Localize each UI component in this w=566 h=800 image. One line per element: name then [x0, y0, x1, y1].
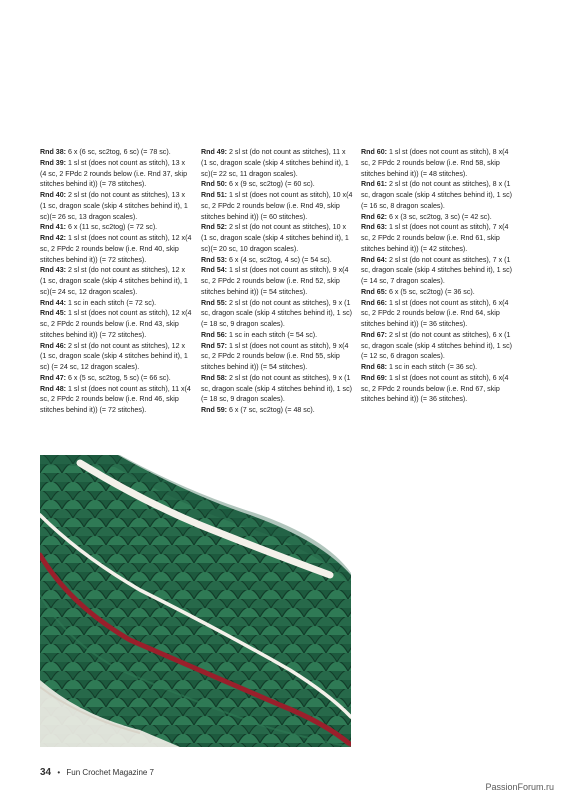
page-number: 34 — [40, 767, 52, 778]
round-instruction: Rnd 67: 2 sl st (do not count as stitches), 6 x (1 sc, dragon scale (skip 4 stitches behind it), 1 sc)(= 12 sc, 6 dragon scales). — [361, 330, 513, 361]
round-instruction: Rnd 61: 2 sl st (do not count as stitches), 8 x (1 sc, dragon scale (skip 4 stitches behind it), 1 sc)(= 16 sc, 8 dragon scales). — [361, 180, 513, 210]
round-instruction: Rnd 45: 1 sl st (does not count as stitch), 12 x(4 sc, 2 FPdc 2 rounds below (i.e. Rnd 43, skip stitches behind it)) (= 72 stitches). — [40, 309, 192, 339]
round-instruction: Rnd 57: 1 sl st (does not count as stitch), 9 x(4 sc, 2 FPdc 2 rounds below (i.e. Rnd 55, skip stitches behind it)) (= 54 stitches). — [201, 341, 349, 371]
round-instruction: Rnd 40: 2 sl st (do not count as stitches), 13 x (1 sc, dragon scale (skip 4 stitches behind it), 1 sc)(= 26 sc, 13 dragon scales). — [40, 191, 188, 221]
round-instruction: Rnd 64: 2 sl st (do not count as stitches), 7 x (1 sc, dragon scale (skip 4 stitches behind it), 1 sc)(= 14 sc, 7 dragon scales). — [361, 255, 513, 285]
crochet-photo — [40, 455, 351, 747]
round-instruction: Rnd 63: 1 sl st (does not count as stitch), 7 x(4 sc, 2 FPdc 2 rounds below (i.e. Rnd 61, skip stitches behind it)) (= 42 stitches). — [361, 223, 509, 253]
round-instruction: Rnd 39: 1 sl st (does not count as stitch), 13 x (4 sc, 2 FPdc 2 rounds below (i.e. Rnd 37, skip stitches behind it)) (= 78 stitches). — [40, 158, 188, 189]
round-instruction: Rnd 59: 6 x (7 sc, sc2tog) (= 48 sc). — [201, 406, 315, 414]
round-instruction: Rnd 42: 1 sl st (does not count as stitch), 12 x(4 sc, 2 FPdc 2 rounds below (i.e. Rnd 40, skip stitches behind it)) (= 72 stitches). — [40, 234, 192, 264]
page-footer — [40, 767, 154, 778]
instructions-column-2 — [201, 147, 353, 416]
round-instruction: Rnd 66: 1 sl st (does not count as stitch), 6 x(4 sc, 2 FPdc 2 rounds below (i.e. Rnd 64, skip stitches behind it)) (= 36 stitches). — [361, 298, 509, 328]
magazine-name: Fun Crochet Magazine 7 — [66, 768, 155, 777]
round-instruction: Rnd 56: 1 sc in each stitch (= 54 sc). — [201, 330, 318, 339]
bullet-separator: • — [57, 768, 61, 777]
watermark: PassionForum.ru — [485, 782, 554, 792]
round-instruction: Rnd 43: 2 sl st (do not count as stitches), 12 x (1 sc, dragon scale (skip 4 stitches behind it), 1 sc)(= 24 sc, 12 dragon scales). — [40, 266, 188, 296]
instructions-column-1 — [40, 147, 192, 416]
round-instruction: Rnd 54: 1 sl st (does not count as stitch), 9 x(4 sc, 2 FPdc 2 rounds below (i.e. Rnd 52, skip stitches behind it)) (= 54 stitches). — [201, 266, 349, 296]
round-instruction: Rnd 48: 1 sl st (does not count as stitch), 11 x(4 sc, 2 FPdc 2 rounds below (i.e. Rnd 46, skip stitches behind it)) (= 72 stitches). — [40, 384, 191, 414]
round-instruction: Rnd 69: 1 sl st (does not count as stitch), 6 x(4 sc, 2 FPdc 2 rounds below (i.e. Rnd 67, skip stitches behind it)) (= 36 stitches). — [361, 373, 509, 404]
round-instruction: Rnd 50: 6 x (9 sc, sc2tog) (= 60 sc). — [201, 180, 315, 189]
round-instruction: Rnd 65: 6 x (5 sc, sc2tog) (= 36 sc). — [361, 287, 475, 296]
round-instruction: Rnd 46: 2 sl st (do not count as stitches), 12 x (1 sc, dragon scale (skip 4 stitches behind it), 1 sc) (= 24 sc, 12 dragon scales). — [40, 341, 188, 371]
round-instruction: Rnd 38: 6 x (6 sc, sc2tog, 6 sc) (= 78 sc). — [40, 148, 171, 156]
round-instruction: Rnd 44: 1 sc in each stitch (= 72 sc). — [40, 298, 157, 307]
round-instruction: Rnd 47: 6 x (5 sc, sc2tog, 5 sc) (= 66 sc). — [40, 373, 171, 382]
round-instruction: Rnd 41: 6 x (11 sc, sc2tog) (= 72 sc). — [40, 223, 158, 232]
round-instruction: Rnd 55: 2 sl st (do not count as stitches), 9 x (1 sc, dragon scale (skip 4 stitches behind it), 1 sc)(= 18 sc, 9 dragon scales). — [201, 298, 353, 328]
round-instruction: Rnd 52: 2 sl st (do not count as stitches), 10 x (1 sc, dragon scale (skip 4 stitches behind it), 1 sc)(= 20 sc, 10 dragon scales). — [201, 223, 349, 253]
crochet-photo-illustration — [40, 455, 351, 747]
round-instruction: Rnd 51: 1 sl st (does not count as stitch), 10 x(4 sc, 2 FPdc 2 rounds below (i.e. Rnd 49, skip stitches behind it)) (= 60 stitches). — [201, 191, 353, 221]
round-instruction: Rnd 49: 2 sl st (do not count as stitches), 11 x (1 sc, dragon scale (skip 4 stitches behind it), 1 sc)(= 22 sc, 11 dragon scales). — [201, 148, 349, 178]
round-instruction: Rnd 58: 2 sl st (do not count as stitches), 9 x (1 sc, dragon scale (skip 4 stitches behind it), 1 sc)(= 18 sc, 9 dragon scales). — [201, 373, 353, 404]
round-instruction: Rnd 53: 6 x (4 sc, sc2tog, 4 sc) (= 54 sc). — [201, 255, 332, 264]
round-instruction: Rnd 68: 1 sc in each stitch (= 36 sc). — [361, 363, 478, 371]
instructions-column-3 — [361, 147, 513, 405]
round-instruction: Rnd 62: 6 x (3 sc, sc2tog, 3 sc) (= 42 sc). — [361, 212, 492, 221]
round-instruction: Rnd 60: 1 sl st (does not count as stitch), 8 x(4 sc, 2 FPdc 2 rounds below (i.e. Rnd 58, skip stitches behind it)) (= 48 stitches). — [361, 148, 509, 178]
